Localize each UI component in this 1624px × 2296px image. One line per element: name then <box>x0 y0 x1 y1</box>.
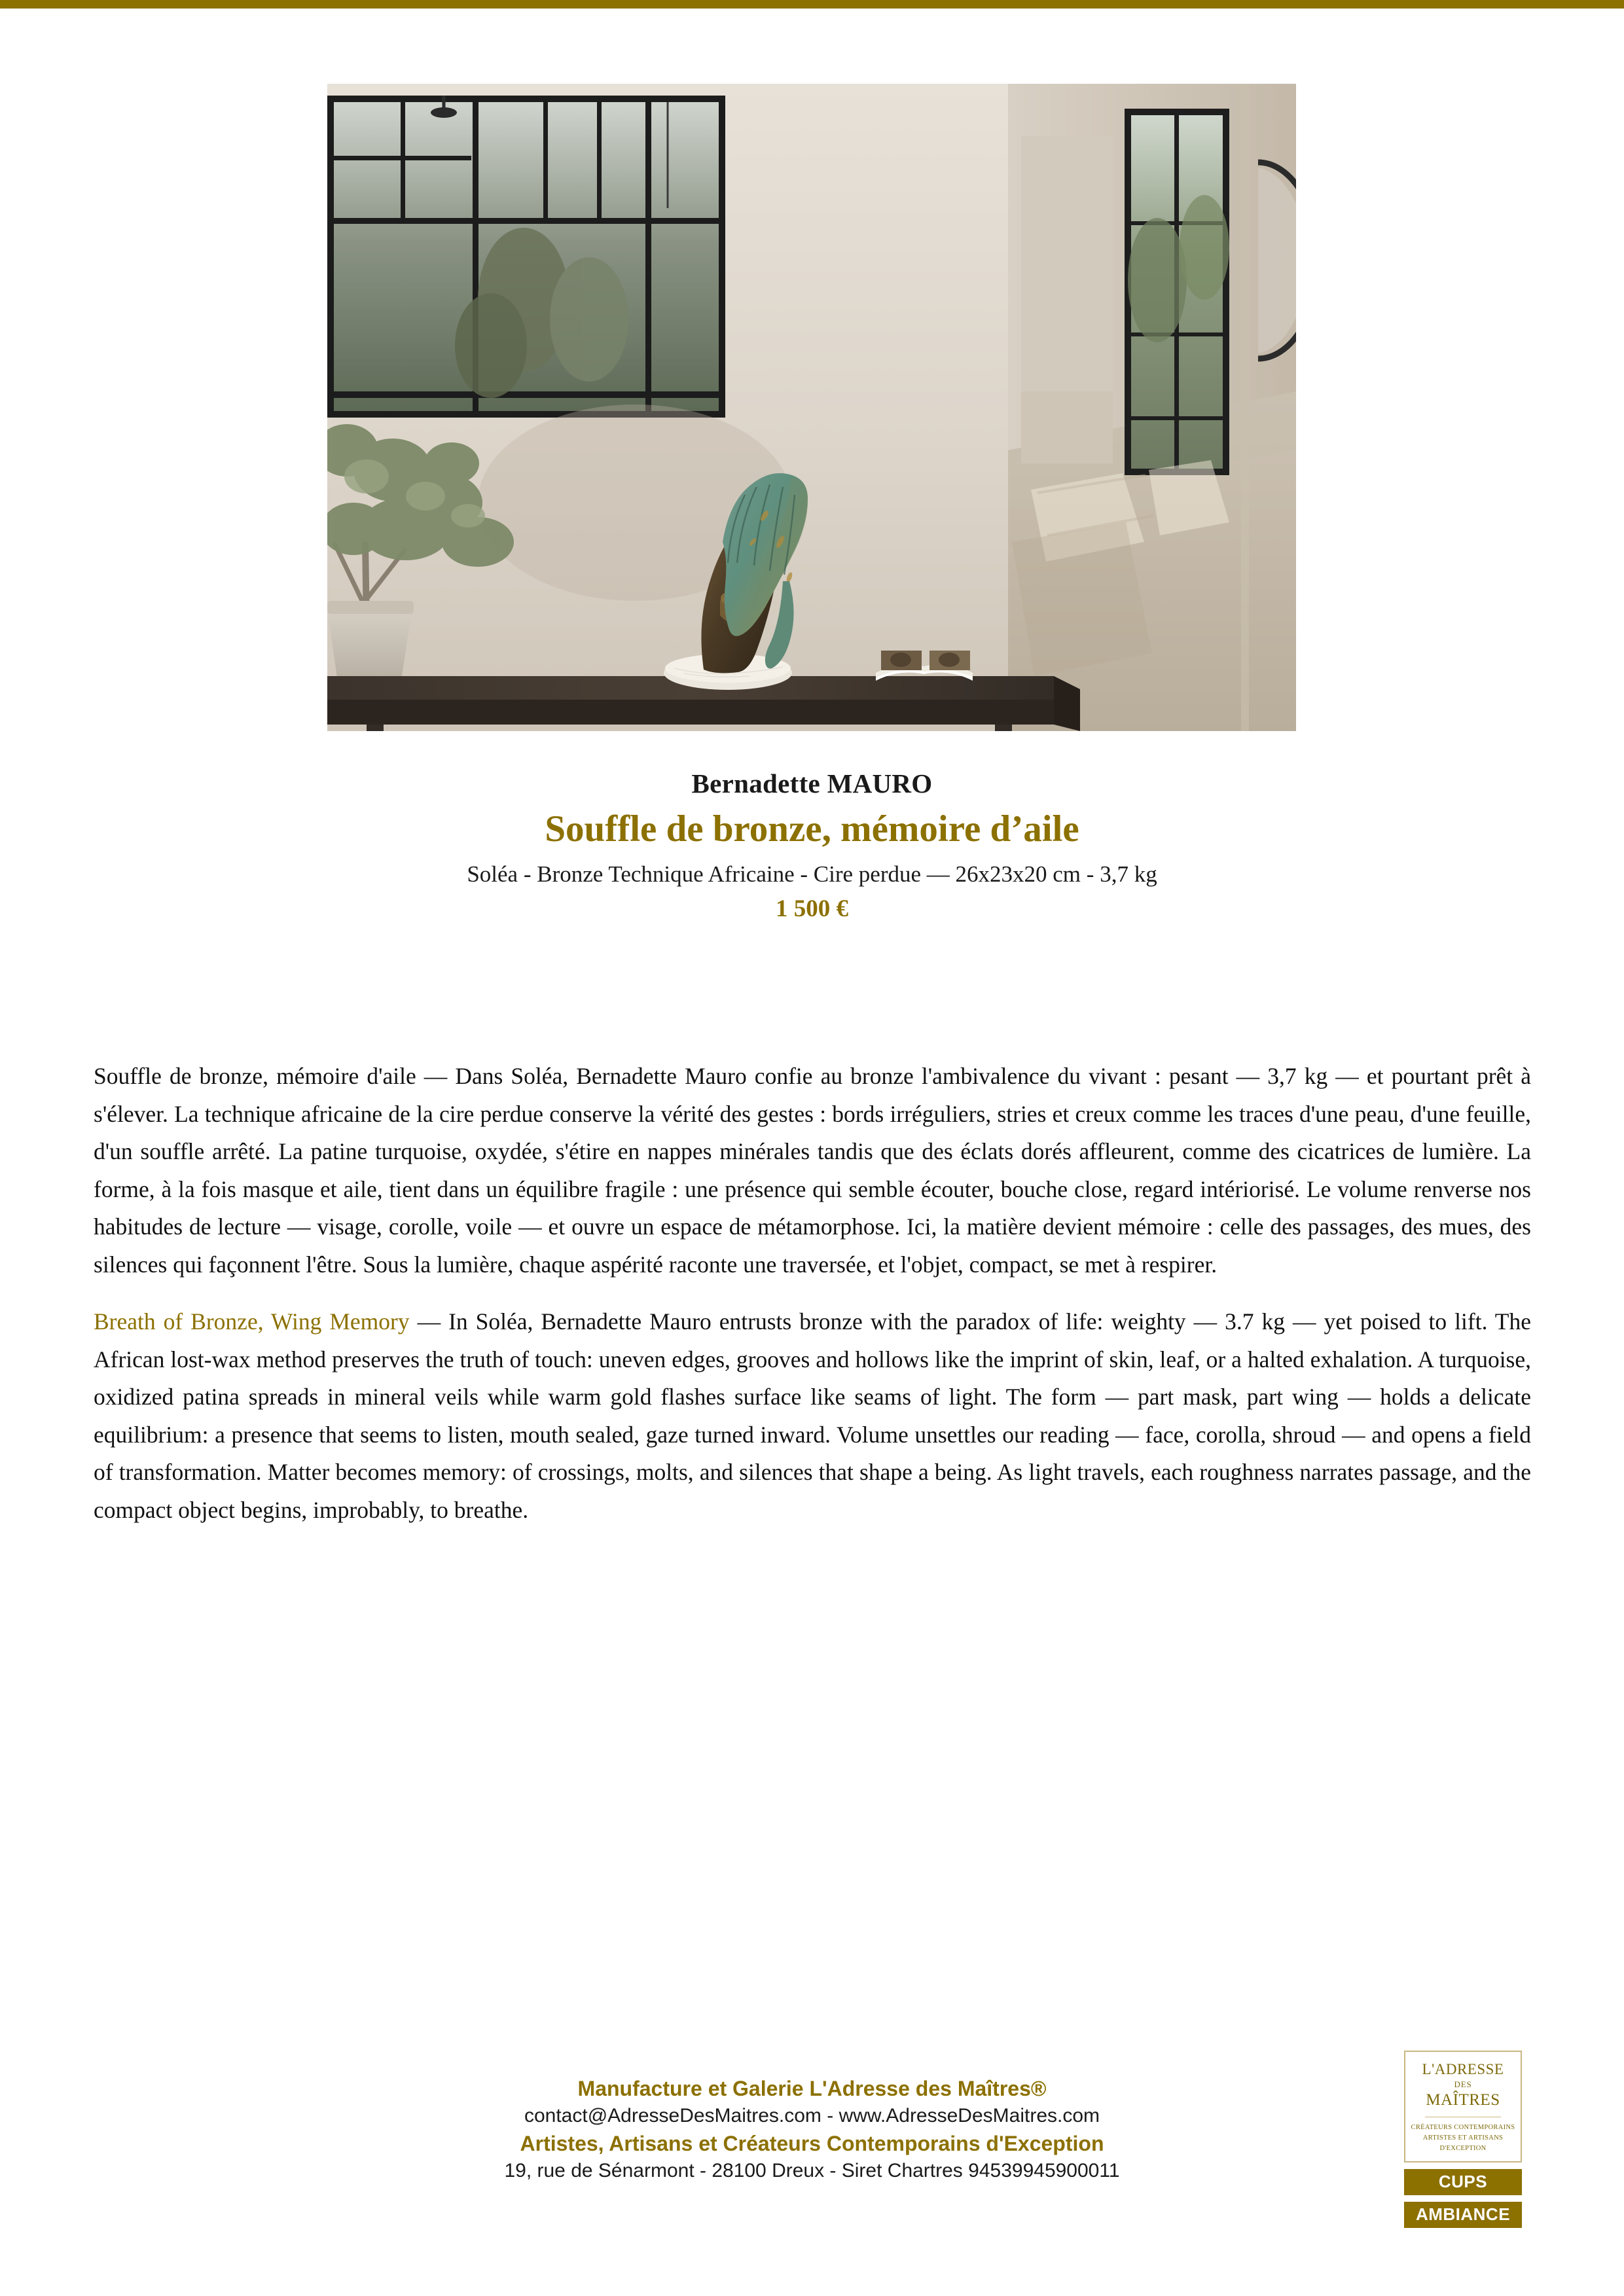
artwork-specifications: Soléa - Bronze Technique Africaine - Cire perdue — 26x23x20 cm - 3,7 kg <box>467 861 1157 887</box>
description-section <box>94 1058 1531 1549</box>
artwork-photo <box>327 84 1296 731</box>
artwork-price: 1 500 € <box>776 895 848 923</box>
english-body-text: — In Soléa, Bernadette Mauro entrusts bronze with the paradox of life: weighty — 3.7 kg — yet poised to lift. The African lost-wax method preserves the truth of touch: uneven edges, grooves and hollows like the imprint of skin, leaf, or a halted exhalation. A turquoise, oxidized patina spreads in mineral veils while warm gold flashes surface like seams of light. The form — part mask, part wing — holds a delicate equilibrium: a presence that seems to listen, mouth sealed, gaze turned inward. Volume unsettles our reading — face, corolla, shroud — and opens a field of transformation. Matter becomes memory: of crossings, molts, and silences that shape a being. As light travels, each roughness narrates passage, and the compact object begins, improbably, to breathe. <box>94 1308 1531 1523</box>
logo-line-maitres: MAÎTRES <box>1426 2091 1500 2109</box>
logo-subtitle-line1: CRÉATEURS CONTEMPORAINS <box>1411 2124 1515 2132</box>
adresse-des-maitres-logo <box>1404 2051 1522 2162</box>
description-paragraph-english <box>94 1303 1531 1529</box>
footer-company-name: Manufacture et Galerie L'Adresse des Maîtres® <box>577 2077 1047 2100</box>
description-paragraph-french: Souffle de bronze, mémoire d'aile — Dans Soléa, Bernadette Mauro confie au bronze l'ambivalence du vivant : pesant — 3,7 kg — et pourtant prêt à s'élever. La technique africaine de la cire perdue conserve la vérité des gestes : bords irréguliers, stries et creux comme les traces d'une peau, d'une feuille, d'un souffle arrêté. La patine turquoise, oxydée, s'étire en nappes minérales tandis que des éclats dorés affleurent, comme des cicatrices de lumière. La forme, à la fois masque et aile, tient dans un équilibre fragile : une présence qui semble écouter, bouche close, regard intériorisé. Le volume renverse nos habitudes de lecture — visage, corolle, voile — et ouvre un espace de métamorphose. Ici, la matière devient mémoire : celle des passages, des mues, des silences qui façonnent l'être. Sous la lumière, chaque aspérité raconte une traversée, et l'objet, compact, se met à respirer. <box>94 1063 1531 1278</box>
top-accent-bar <box>0 0 1624 9</box>
footer-tagline: Artistes, Artisans et Créateurs Contemporains d'Exception <box>520 2131 1104 2155</box>
footer-contact-block <box>0 2075 1624 2184</box>
badge-cups[interactable]: CUPS <box>1404 2169 1522 2195</box>
logo-subtitle-line3: D'EXCEPTION <box>1439 2144 1487 2152</box>
footer-address: 19, rue de Sénarmont - 28100 Dreux - Siret Chartres 94539945900011 <box>504 2159 1120 2181</box>
brand-logo-stack <box>1404 2051 1522 2228</box>
footer-contact-details[interactable]: contact@AdresseDesMaitres.com - www.AdresseDesMaitres.com <box>524 2105 1100 2127</box>
logo-subtitle-line2: ARTISTES ET ARTISANS <box>1422 2134 1504 2142</box>
badge-ambiance[interactable]: AMBIANCE <box>1404 2202 1522 2228</box>
artwork-title-block <box>0 769 1624 923</box>
logo-line-ladresse: L'ADRESSE <box>1422 2061 1504 2077</box>
artwork-title: Souffle de bronze, mémoire d’aile <box>545 808 1079 850</box>
english-lead-title: Breath of Bronze, Wing Memory <box>94 1308 410 1335</box>
artwork-photo-illustration <box>327 84 1296 731</box>
artist-name: Bernadette MAURO <box>691 768 933 798</box>
logo-line-des: DES <box>1454 2079 1472 2090</box>
